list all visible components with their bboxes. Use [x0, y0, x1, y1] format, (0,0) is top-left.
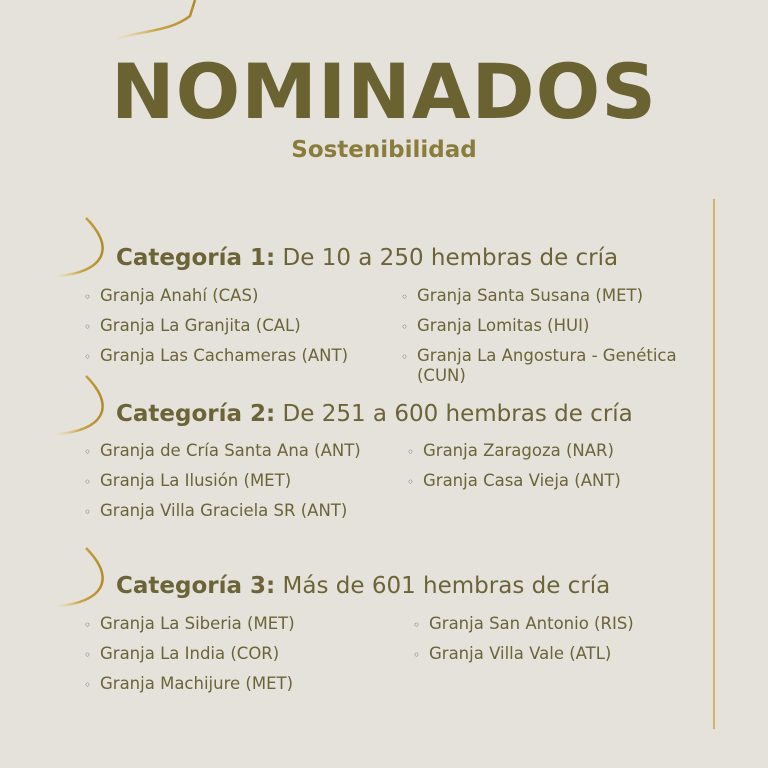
category-2-heading	[116, 401, 633, 427]
page-subtitle: Sostenibilidad	[291, 137, 477, 163]
category-3-label: Categoría 3:	[116, 573, 276, 599]
category-2-label: Categoría 2:	[116, 401, 276, 427]
list-item: ◦ Granja La Angostura - Genética (CUN)	[401, 346, 677, 385]
list-item: ◦ Granja Villa Vale (ATL)	[413, 644, 612, 663]
category-1-right-list	[401, 286, 707, 386]
category-1-label: Categoría 1:	[116, 245, 276, 271]
category-2-left-list	[84, 441, 361, 531]
category-3-right-list	[413, 614, 634, 674]
list-item: ◦ Granja La Granjita (CAL)	[84, 316, 301, 335]
list-item: ◦ Granja Machijure (MET)	[84, 674, 294, 693]
list-item: ◦ Granja Santa Susana (MET)	[401, 286, 644, 305]
category-3-description: Más de 601 hembras de cría	[282, 573, 611, 599]
category-2-flourish	[58, 376, 103, 434]
category-1-description: De 10 a 250 hembras de cría	[282, 245, 619, 271]
list-item: ◦ Granja La India (COR)	[84, 644, 280, 663]
category-1-flourish	[58, 218, 103, 276]
page-title: NOMINADOS	[111, 47, 657, 136]
list-item: ◦ Granja La Siberia (MET)	[84, 614, 295, 633]
list-item: ◦ Granja de Cría Santa Ana (ANT)	[84, 441, 361, 460]
list-item: ◦ Granja Las Cachameras (ANT)	[84, 346, 349, 365]
category-2-description: De 251 a 600 hembras de cría	[282, 401, 633, 427]
category-2-right-list	[407, 441, 621, 501]
category-3-flourish	[58, 548, 103, 606]
list-item: ◦ Granja San Antonio (RIS)	[413, 614, 634, 633]
category-3-heading	[116, 573, 610, 599]
list-item: ◦ Granja Zaragoza (NAR)	[407, 441, 614, 460]
list-item: ◦ Granja Casa Vieja (ANT)	[407, 471, 621, 490]
list-item: ◦ Granja Anahí (CAS)	[84, 286, 259, 305]
category-1-left-list	[84, 286, 348, 376]
top-flourish	[118, 0, 195, 38]
list-item: ◦ Granja Villa Graciela SR (ANT)	[84, 501, 348, 520]
category-1-heading	[116, 245, 618, 271]
category-3-left-list	[84, 614, 295, 704]
list-item: ◦ Granja La Ilusión (MET)	[84, 471, 292, 490]
list-item: ◦ Granja Lomitas (HUI)	[401, 316, 590, 335]
